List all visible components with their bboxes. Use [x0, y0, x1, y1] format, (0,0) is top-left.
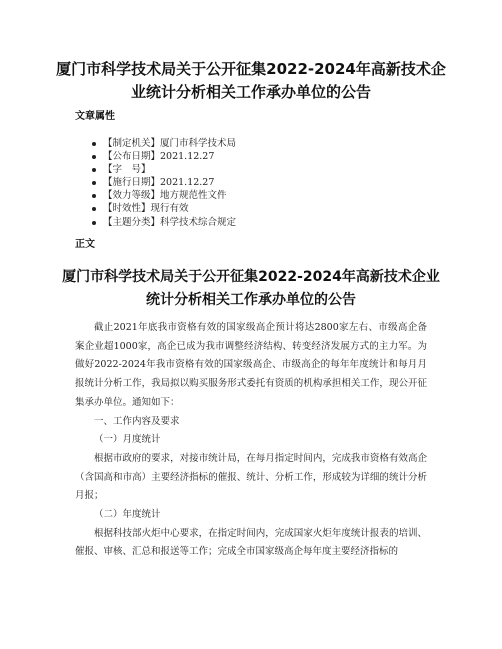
- attribute-label: 【主题分类】科学技术综合规定: [103, 216, 237, 228]
- bullet-icon: [92, 168, 96, 172]
- attribute-item-doc-number: [92, 163, 236, 176]
- body-paragraph: 根据科技部火炬中心要求，在指定时间内，完成国家火炬年度统计报表的培训、催报、审核、汇总和报送等工作；完成全市国家级高企每年度主要经济指标的: [75, 527, 427, 558]
- attribute-label: 【时效性】现行有效: [103, 203, 189, 215]
- attribute-label: 【施行日期】2021.12.27: [103, 177, 215, 189]
- attribute-item-issuer: [92, 137, 236, 150]
- bullet-icon: [92, 207, 96, 211]
- body-paragraph: 截止2021年底我市资格有效的国家级高企预计将达2800家左右、市级高企备案企业超1000家，高企已成为我市调整经济结构、转变经济发展方式的主力军。为做好2022-2024年我市资格有效的国家级高企、市级高企的每年年度统计和每月月报统计分析工作，我局拟以购买服务形式委托有资质的机构承担相关工作，现公开征集承办单位。通知如下：: [75, 322, 427, 408]
- body-text: [75, 319, 427, 562]
- bullet-icon: [92, 194, 96, 198]
- attribute-item-category: [92, 216, 236, 229]
- body-paragraph: 根据市政府的要求，对接市统计局，在每月指定时间内，完成我市资格有效高企（含国高和市高）主要经济指标的催报、统计、分析工作，形成较为详细的统计分析月报；: [75, 452, 427, 502]
- attribute-item-effective-date: [92, 176, 236, 189]
- bullet-icon: [92, 142, 96, 146]
- attribute-item-validity: [92, 202, 236, 215]
- body-title: 厦门市科学技术局关于公开征集2022-2024年高新技术企业统计分析相关工作承办单位的公告: [62, 269, 440, 308]
- subsection-heading: （二）年度统计: [94, 509, 161, 521]
- attribute-label: 【字 号】: [103, 164, 151, 176]
- attribute-item-publish-date: [92, 150, 236, 163]
- bullet-icon: [92, 221, 96, 225]
- section-heading: 一、工作内容及要求: [94, 415, 180, 427]
- bullet-icon: [92, 181, 96, 185]
- attributes-heading: 文章属性: [75, 111, 115, 122]
- bullet-icon: [92, 155, 96, 159]
- attributes-list: [92, 137, 236, 229]
- attribute-label: 【制定机关】厦门市科学技术局: [103, 138, 237, 149]
- body-heading: 正文: [75, 239, 95, 250]
- subsection-heading: （一）月度统计: [94, 434, 161, 446]
- attribute-item-legal-level: [92, 189, 236, 202]
- attribute-label: 【效力等级】地方规范性文件: [103, 190, 227, 202]
- document-title: 厦门市科学技术局关于公开征集2022-2024年高新技术企业统计分析相关工作承办单位的公告: [56, 60, 446, 101]
- attribute-label: 【公布日期】2021.12.27: [103, 151, 215, 163]
